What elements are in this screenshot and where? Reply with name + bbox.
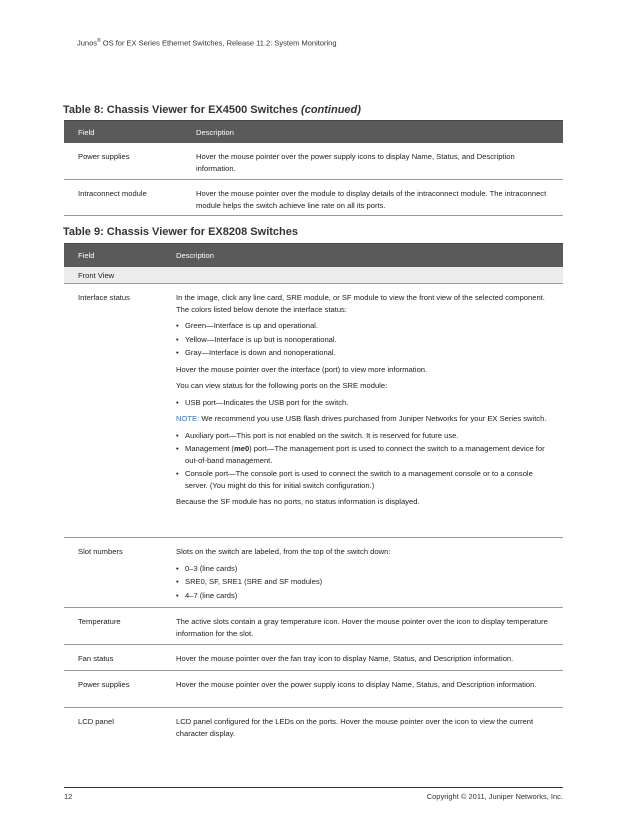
- table-header: [64, 120, 563, 143]
- row-field: Power supplies: [78, 152, 130, 161]
- row-description: Hover the mouse pointer over the power supply icons to display Name, Status, and Description information.: [176, 680, 537, 689]
- row-field: LCD panel: [78, 717, 114, 726]
- port-list: [176, 397, 556, 409]
- header-description: Description: [196, 128, 234, 137]
- table-row-interface-status: [64, 284, 563, 538]
- slot-list: [176, 563, 556, 602]
- table-8: [64, 120, 563, 216]
- header-description: Description: [176, 251, 214, 260]
- header-field: Field: [78, 128, 95, 137]
- row-field: Interface status: [78, 293, 130, 302]
- paragraph: In the image, click any line card, SRE module, or SF module to view the front view of the selected component. The colors listed below denote the interface status:: [176, 293, 545, 314]
- note-label: NOTE:: [176, 414, 200, 423]
- list-item: • Yellow—Interface is up but is nonoperational.: [176, 334, 556, 346]
- copyright: Copyright © 2011, Juniper Networks, Inc.: [426, 792, 563, 801]
- table-9: [64, 243, 563, 745]
- list-item: • 4–7 (line cards): [176, 590, 556, 602]
- list-item: • SRE0, SF, SRE1 (SRE and SF modules): [176, 576, 556, 588]
- note: [176, 413, 556, 425]
- table-header: [64, 243, 563, 267]
- list-item: • 0–3 (line cards): [176, 563, 556, 575]
- footer-rule: [64, 787, 563, 788]
- row-description: Hover the mouse pointer over the fan tray icon to display Name, Status, and Description information.: [176, 654, 514, 663]
- row-description: Hover the mouse pointer over the power supply icons to display Name, Status, and Description information.: [196, 152, 515, 173]
- list-item: • Console port—The console port is used to connect the switch to a management console or to a console server. (You might do this for initial switch configuration.): [176, 468, 556, 491]
- row-description: [176, 292, 556, 513]
- port-list: [176, 430, 556, 492]
- color-list: [176, 320, 556, 359]
- running-header: Junos® OS for EX Series Ethernet Switches, Release 11.2: System Monitoring: [77, 38, 337, 48]
- table-row: [64, 708, 563, 745]
- table-8-title: Table 8: Chassis Viewer for EX4500 Switches (continued): [63, 104, 361, 116]
- table-9-title: Table 9: Chassis Viewer for EX8208 Switches: [63, 226, 298, 238]
- paragraph: Slots on the switch are labeled, from the top of the switch down:: [176, 547, 391, 556]
- row-description: The active slots contain a gray temperature icon. Hover the mouse pointer over the icon to display temperature information for the slot.: [176, 617, 548, 638]
- section-label: Front View: [78, 271, 115, 280]
- page-number: 12: [64, 792, 73, 801]
- table-row: [64, 671, 563, 708]
- paragraph: Because the SF module has no ports, no status information is displayed.: [176, 497, 420, 506]
- header-field: Field: [78, 251, 95, 260]
- table-row: [64, 143, 563, 180]
- row-field: Slot numbers: [78, 547, 123, 556]
- row-description: [176, 546, 556, 606]
- list-item: • USB port—Indicates the USB port for the switch.: [176, 397, 556, 409]
- table-row: [64, 180, 563, 216]
- note-text: We recommend you use USB flash drives purchased from Juniper Networks for your EX Series switch.: [201, 414, 547, 423]
- list-item: • Management (me0) port—The management port is used to connect the switch to a management device for out-of-band management.: [176, 443, 556, 466]
- list-item: • Gray—Interface is down and nonoperational.: [176, 347, 556, 359]
- section-row: [64, 267, 563, 284]
- row-field: Fan status: [78, 654, 114, 663]
- list-item: • Green—Interface is up and operational.: [176, 320, 556, 332]
- paragraph: Hover the mouse pointer over the interface (port) to view more information.: [176, 364, 428, 374]
- row-description: LCD panel configured for the LEDs on the ports. Hover the mouse pointer over the icon to view the current character display.: [176, 717, 534, 738]
- row-field: Temperature: [78, 617, 121, 626]
- row-field: Power supplies: [78, 680, 130, 689]
- table-row-slot-numbers: [64, 538, 563, 608]
- table-row: [64, 608, 563, 645]
- paragraph: You can view status for the following ports on the SRE module:: [176, 381, 388, 390]
- table-row: [64, 645, 563, 671]
- row-field: Intraconnect module: [78, 189, 147, 198]
- row-description: Hover the mouse pointer over the module to display details of the intraconnect module. The intraconnect module helps the switch achieve line rate on all its ports.: [196, 189, 547, 210]
- list-item: • Auxiliary port—This port is not enabled on the switch. It is reserved for future use.: [176, 430, 556, 442]
